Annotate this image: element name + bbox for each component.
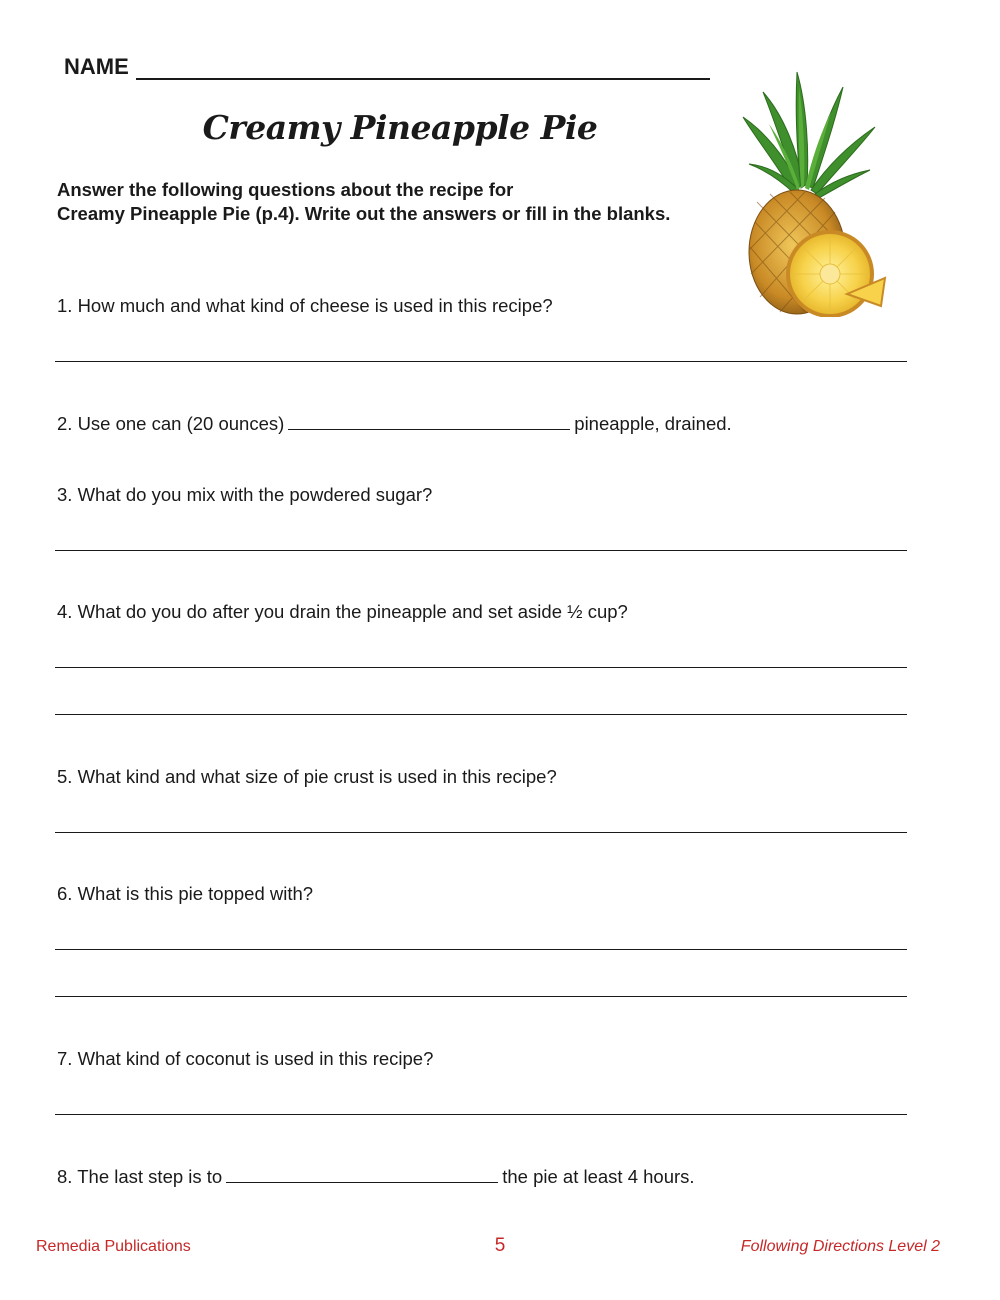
instructions-line-2: Creamy Pineapple Pie (p.4). Write out the answers or fill in the blanks.: [57, 203, 671, 224]
question-1: 1. How much and what kind of cheese is used in this recipe?: [57, 295, 553, 316]
answer-line-7[interactable]: [55, 1114, 907, 1115]
pineapple-icon: [735, 62, 890, 317]
question-5: 5. What kind and what size of pie crust is used in this recipe?: [57, 766, 557, 787]
footer-series: Following Directions Level 2: [740, 1238, 940, 1255]
question-8-before: 8. The last step is to: [57, 1166, 223, 1187]
question-3: 3. What do you mix with the powdered sugar?: [57, 484, 433, 505]
question-8-after: the pie at least 4 hours.: [502, 1166, 695, 1187]
page-number: 5: [494, 1235, 506, 1256]
answer-line-5[interactable]: [55, 832, 907, 833]
name-label: NAME: [64, 54, 129, 79]
name-blank[interactable]: [136, 78, 710, 80]
question-7: 7. What kind of coconut is used in this recipe?: [57, 1048, 434, 1069]
worksheet-title: Creamy Pineapple Pie: [202, 108, 598, 147]
question-6: 6. What is this pie topped with?: [57, 883, 314, 904]
answer-line-4b[interactable]: [55, 714, 907, 715]
instructions: [57, 178, 670, 226]
question-2-before: 2. Use one can (20 ounces): [57, 413, 285, 434]
question-2: [57, 413, 732, 435]
footer-publisher: Remedia Publications: [36, 1238, 191, 1255]
answer-line-6b[interactable]: [55, 996, 907, 997]
answer-line-6a[interactable]: [55, 949, 907, 950]
answer-line-3[interactable]: [55, 550, 907, 551]
question-2-after: pineapple, drained.: [574, 413, 732, 434]
instructions-line-1: Answer the following questions about the recipe for: [57, 179, 514, 200]
question-4: 4. What do you do after you drain the pineapple and set aside ½ cup?: [57, 601, 628, 622]
answer-line-4a[interactable]: [55, 667, 907, 668]
fill-in-blank-2[interactable]: [288, 429, 570, 430]
answer-line-1[interactable]: [55, 361, 907, 362]
question-8: [57, 1166, 695, 1188]
fill-in-blank-8[interactable]: [226, 1182, 498, 1183]
